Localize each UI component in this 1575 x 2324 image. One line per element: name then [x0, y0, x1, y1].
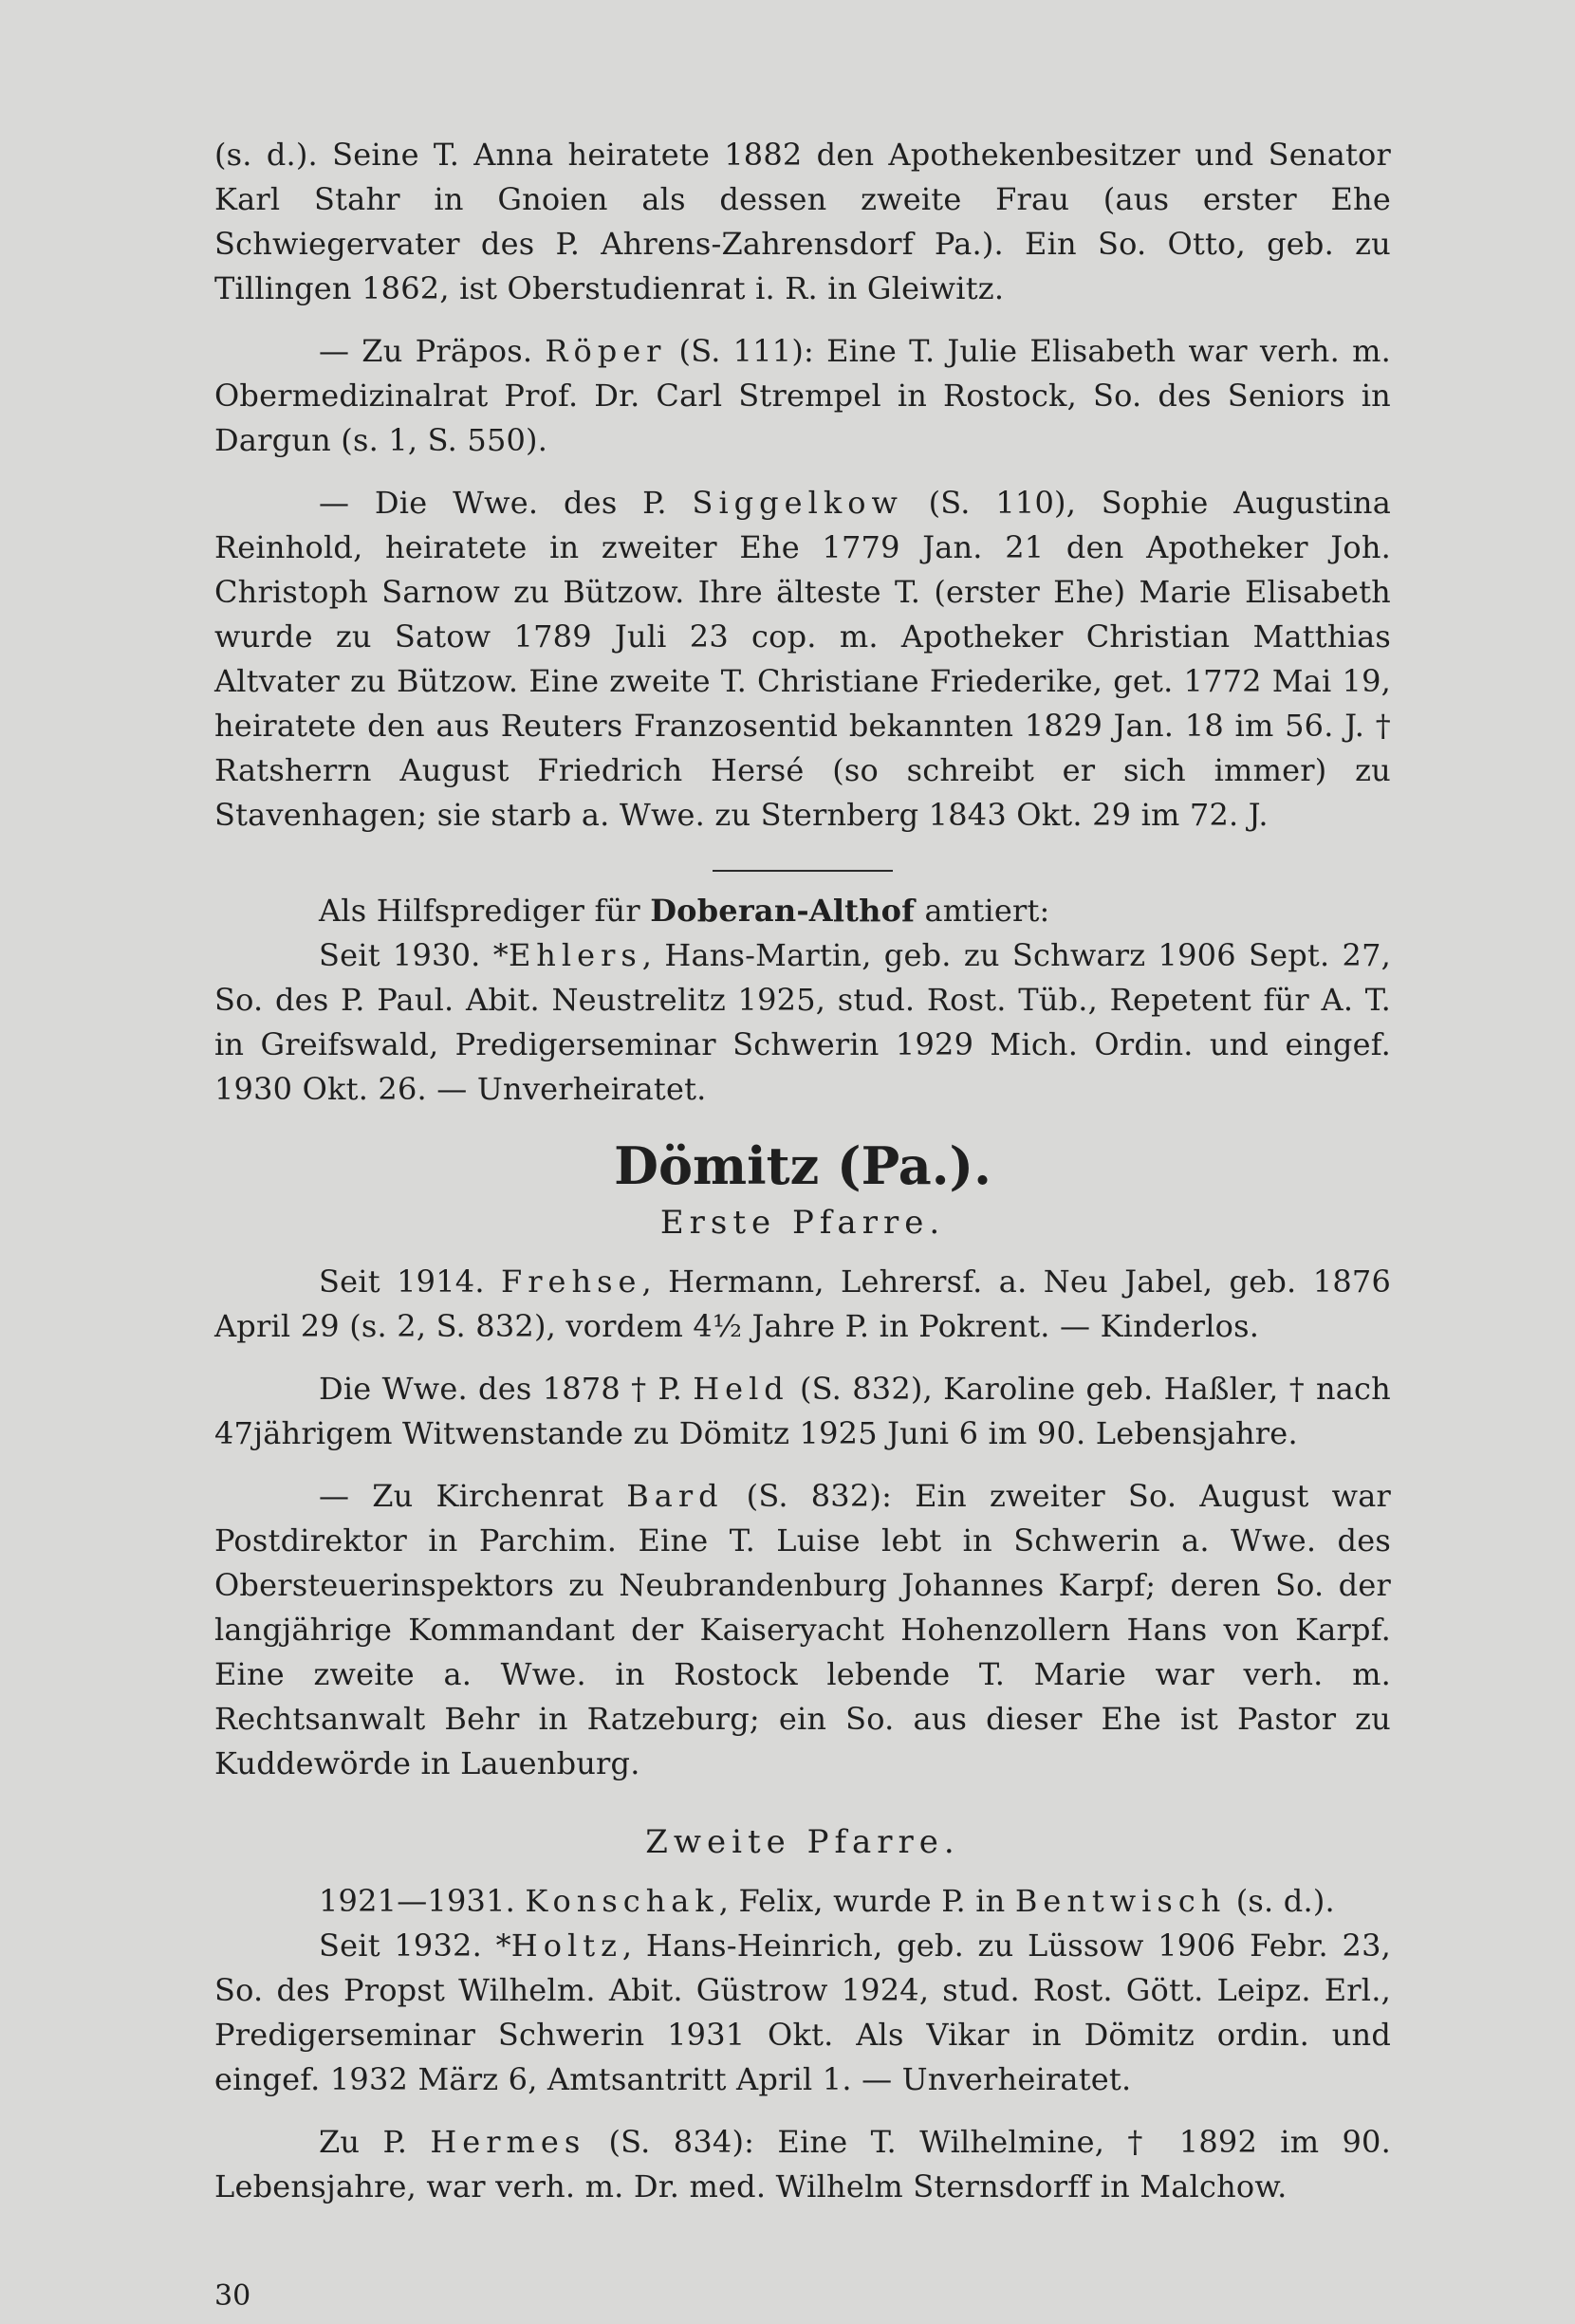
paragraph [214, 2120, 1391, 2209]
paragraph [214, 933, 1391, 1112]
paragraph [214, 1367, 1391, 1456]
text-run: — Die Wwe. des P. [319, 485, 693, 521]
text-run: , Hermann, Lehrersf. a. Neu Jabel, geb. 1876 April 29 (s. 2, S. 832), vordem 4½ Jahre P. in Pokrent. — Kinderlos. [214, 1263, 1391, 1344]
text-run: (S. 110), Sophie Augustina Reinhold, heiratete in zweiter Ehe 1779 Jan. 21 den Apotheker Joh. Christoph Sarnow zu Bützow. Ihre älteste T. (erster Ehe) Marie Elisabeth wurde zu Satow 1789 Juli 23 cop. m. Apotheker Christian Matthias Altvater zu Bützow. Eine zweite T. Christiane Friederike, get. 1772 Mai 19, heiratete den aus Reuters Franzosentid bekannten 1829 Jan. 18 im 56. J. † Ratsherrn August Friedrich Hersé (so schreibt er sich immer) zu Stavenhagen; sie starb a. Wwe. zu Sternberg 1843 Okt. 29 im 72. J. [214, 485, 1391, 833]
paragraph [214, 889, 1391, 933]
text-run: (s. d.). [1226, 1883, 1335, 1919]
text-run: (S. 111): Eine T. Julie Elisabeth war verh. m. Obermedizinalrat Prof. Dr. Carl Strempel in Rostock, So. des Seniors in Dargun (s. 1, S. 550). [214, 333, 1391, 458]
paragraph [214, 481, 1391, 838]
text-run: — Zu Kirchenrat [319, 1478, 627, 1514]
person-name: Ehlers [508, 937, 642, 973]
text-run: — Zu Präpos. [319, 333, 546, 369]
text-run: Seit 1930. * [319, 937, 509, 973]
text-run: 1921—1931. [319, 1883, 526, 1919]
paragraph [214, 1474, 1391, 1786]
text-run: Die Wwe. des 1878 † P. [319, 1371, 694, 1407]
person-name: Röper [545, 333, 667, 369]
paragraph [214, 329, 1391, 463]
paragraph [214, 1260, 1391, 1349]
page-number: 30 [214, 2279, 251, 2313]
text-run: , Felix, wurde P. in [718, 1883, 1015, 1919]
paragraph [214, 133, 1391, 311]
subsection-title: Zweite Pfarre. [645, 1823, 960, 1861]
person-name: Siggelkow [692, 485, 903, 521]
section-title: Dömitz (Pa.). [614, 1135, 991, 1196]
text-run: Seit 1914. [319, 1263, 502, 1300]
text-run: , Hans-Martin, geb. zu Schwarz 1906 Sept. 27, So. des P. Paul. Abit. Neustrelitz 1925, stud. Rost. Tüb., Repetent für A. T. in Greifswald, Predigerseminar Schwerin 1929 Mich. Ordin. und eingef. 1930 Okt. 26. — Unverheiratet. [214, 937, 1392, 1107]
text-run: (s. d.). Seine T. Anna heiratete 1882 den Apothekenbesitzer und Senator Karl Stahr in Gnoien als dessen zweite Frau (aus erster Ehe Schwiegervater des P. Ahrens-Zahrensdorf Pa.). Ein So. Otto, geb. zu Tillingen 1862, ist Oberstudienrat i. R. in Gleiwitz. [214, 137, 1391, 306]
text-run: amtiert: [915, 893, 1050, 929]
person-name: Held [693, 1371, 789, 1407]
person-name: Hermes [430, 2124, 586, 2160]
person-name: Bard [626, 1478, 724, 1514]
text-run: Als Hilfsprediger für [319, 893, 651, 929]
section-divider [713, 870, 893, 872]
place-name: Doberan-Althof [650, 893, 916, 929]
paragraph [214, 1879, 1391, 1924]
text-run: Seit 1932. * [319, 1927, 511, 1964]
person-name: Frehse [501, 1263, 642, 1300]
paragraph [214, 1924, 1391, 2102]
person-name: Bentwisch [1014, 1883, 1227, 1919]
subsection-title: Erste Pfarre. [659, 1204, 946, 1242]
text-column [214, 133, 1391, 2209]
text-run: , Hans-Heinrich, geb. zu Lüssow 1906 Febr. 23, So. des Propst Wilhelm. Abit. Güstrow 1924, stud. Rost. Gött. Leipz. Erl., Predigerseminar Schwerin 1931 Okt. Als Vikar in Dömitz ordin. und eingef. 1932 März 6, Amtsantritt April 1. — Unverheiratet. [214, 1927, 1391, 2097]
person-name: Konschak [525, 1883, 719, 1919]
text-run: (S. 832), Karoline geb. Haßler, † nach 47jährigem Witwenstande zu Dömitz 1925 Juni 6 im 90. Lebensjahre. [214, 1371, 1391, 1451]
person-name: Holtz [510, 1927, 622, 1964]
text-run: (S. 834): Eine T. Wilhelmine, † 1892 im 90. Lebensjahre, war verh. m. Dr. med. Wilhelm Sternsdorff in Malchow. [214, 2124, 1391, 2204]
text-run: (S. 832): Ein zweiter So. August war Postdirektor in Parchim. Eine T. Luise lebt in Schwerin a. Wwe. des Obersteuerinspektors zu Neubrandenburg Johannes Karpf; deren So. der langjährige Kommandant der Kaiseryacht Hohenzollern Hans von Karpf. Eine zweite a. Wwe. in Rostock lebende T. Marie war verh. m. Rechtsanwalt Behr in Ratzeburg; ein So. aus dieser Ehe ist Pastor zu Kuddewörde in Lauenburg. [214, 1478, 1391, 1781]
text-run: Zu P. [319, 2124, 431, 2160]
